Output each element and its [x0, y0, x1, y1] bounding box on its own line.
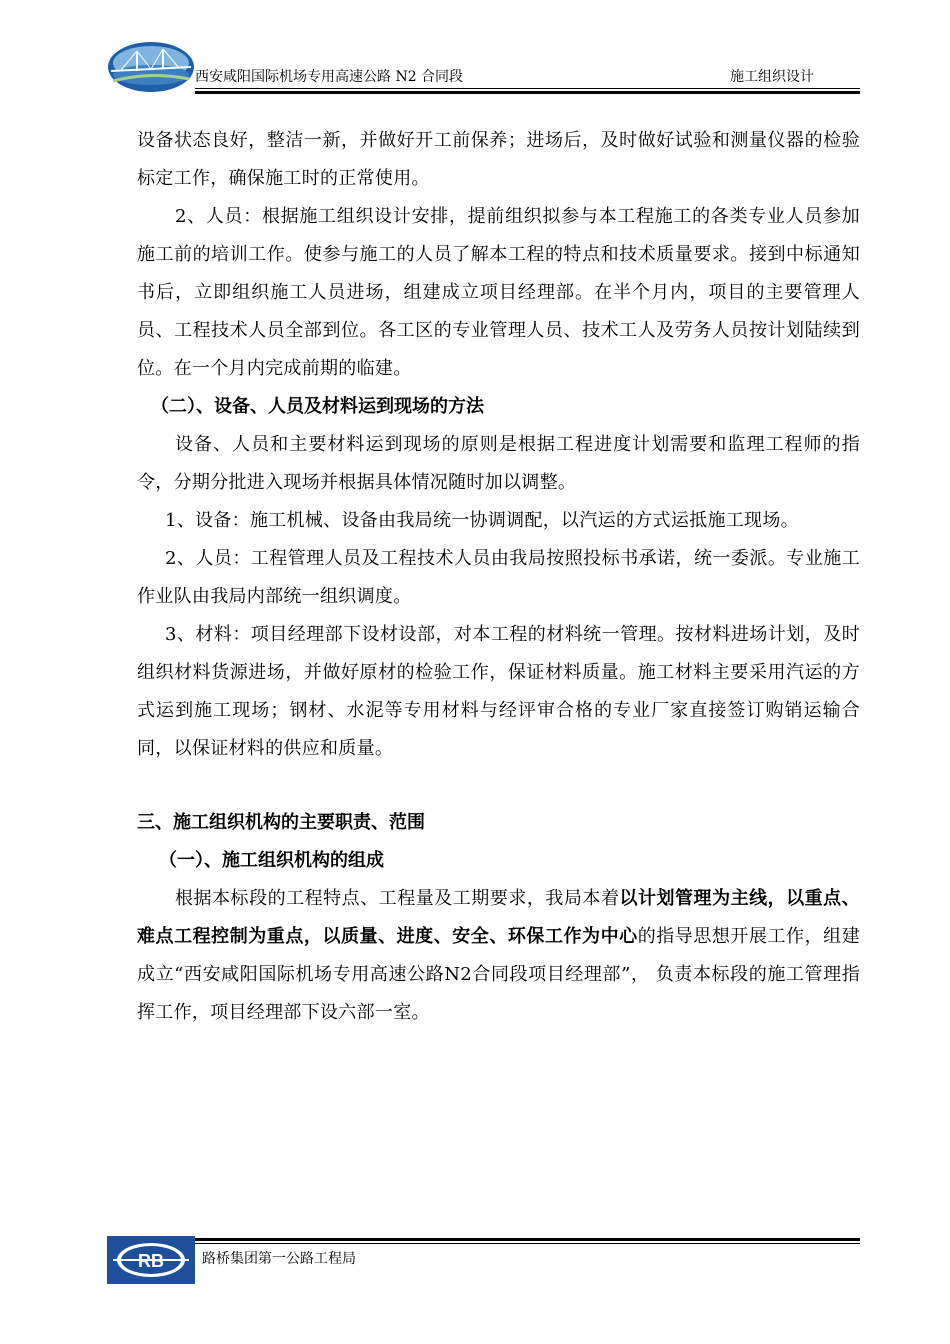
paragraph-text: 的指导思想开展工作，组建成立“西安咸阳国际机场专用高速公路N2合同段项目经理部”， 负责本标段的施工管理指挥工作，项目经理部下设六部一室。 — [137, 926, 860, 1023]
bridge-logo-icon — [107, 41, 195, 93]
subsection-heading: （一）、施工组织机构的组成 — [159, 850, 384, 871]
paragraph: 3、材料：项目经理部下设材设部，对本工程的材料统一管理。按材料进场计划，及时组织材料货源进场，并做好原材的检验工作，保证材料质量。施工材料主要采用汽运的方式运到施工现场；钢材、水泥等专用材料与经评审合格的专业厂家直接签订购销运输合同，以保证材料的供应和质量。 — [137, 624, 860, 759]
paragraph: 设备状态良好，整洁一新，并做好开工前保养；进场后，及时做好试验和测量仪器的检验标定工作，确保施工时的正常使用。 — [137, 130, 860, 189]
paragraph-text: 根据本标段的工程特点、工程量及工期要求，我局本着 — [175, 888, 620, 909]
document-body — [137, 122, 860, 1032]
emphasis-text: 以计划管理为主线，以重点、难点工程控制为重点，以质量、进度、安全、环保工作为中心 — [137, 888, 860, 947]
paragraph — [137, 880, 860, 1032]
logo-text: RB — [138, 1251, 164, 1271]
section-heading: 三、施工组织机构的主要职责、范围 — [137, 812, 425, 833]
paragraph: 1、设备：施工机械、设备由我局统一协调调配，以汽运的方式运抵施工现场。 — [165, 510, 799, 531]
paragraph: 2、人员：工程管理人员及工程技术人员由我局按照投标书承诺，统一委派。专业施工作业队由我局内部统一组织调度。 — [137, 548, 860, 607]
spacer — [137, 768, 860, 804]
footer-rule — [195, 1243, 860, 1244]
header-rule-thick — [195, 91, 860, 94]
header-project-title: 西安咸阳国际机场专用高速公路 N2 合同段 — [195, 69, 464, 85]
header-rule — [195, 88, 860, 89]
paragraph: 设备、人员和主要材料运到现场的原则是根据工程进度计划需要和监理工程师的指令，分期分批进入现场并根据具体情况随时加以调整。 — [137, 434, 860, 493]
header-section-title: 施工组织设计 — [730, 69, 814, 85]
rb-logo-icon — [107, 1236, 195, 1284]
paragraph: 2、人员：根据施工组织设计安排，提前组织拟参与本工程施工的各类专业人员参加施工前的培训工作。使参与施工的人员了解本工程的特点和技术质量要求。接到中标通知书后，立即组织施工人员进场，组建成立项目经理部。在半个月内，项目的主要管理人员、工程技术人员全部到位。各工区的专业管理人员、技术工人及劳务人员按计划陆续到位。在一个月内完成前期的临建。 — [137, 206, 860, 379]
page-footer — [0, 1230, 950, 1290]
footer-organization: 路桥集团第一公路工程局 — [202, 1251, 356, 1267]
subsection-heading: （二）、设备、人员及材料运到现场的方法 — [151, 396, 484, 417]
page-header — [0, 0, 950, 100]
footer-rule-thick — [195, 1238, 860, 1241]
